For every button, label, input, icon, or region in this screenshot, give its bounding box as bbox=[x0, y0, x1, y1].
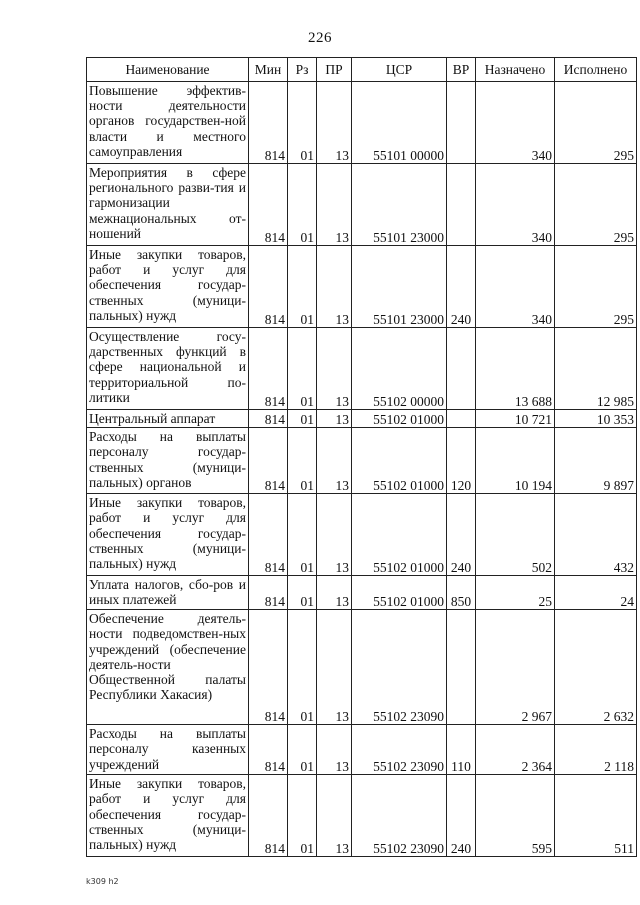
row-name: Иные закупки товаров, работ и услуг для обеспечения государ-ственных (муници-пальных) нужд bbox=[87, 494, 249, 576]
row-executed: 2 632 bbox=[555, 610, 637, 725]
header-assigned: Назначено bbox=[476, 58, 555, 82]
row-csr: 55102 00000 bbox=[352, 328, 447, 410]
row-name: Уплата налогов, сбо-ров и иных платежей bbox=[87, 576, 249, 610]
row-vr: 120 bbox=[447, 428, 476, 494]
footer-code: k309 h2 bbox=[86, 877, 119, 886]
row-name: Расходы на выплаты персоналу казенных учреждений bbox=[87, 725, 249, 775]
row-executed: 295 bbox=[555, 164, 637, 246]
row-vr: 240 bbox=[447, 246, 476, 328]
row-executed: 295 bbox=[555, 82, 637, 164]
row-csr: 55102 01000 bbox=[352, 428, 447, 494]
row-assigned: 340 bbox=[476, 164, 555, 246]
row-executed: 2 118 bbox=[555, 725, 637, 775]
row-assigned: 340 bbox=[476, 82, 555, 164]
row-vr: 850 bbox=[447, 576, 476, 610]
row-executed: 10 353 bbox=[555, 410, 637, 428]
row-min: 814 bbox=[249, 246, 288, 328]
table-row bbox=[87, 328, 637, 410]
row-vr bbox=[447, 328, 476, 410]
row-name: Осуществление госу-дарственных функций в сфере национальной и территориальной по-литики bbox=[87, 328, 249, 410]
header-csr: ЦСР bbox=[352, 58, 447, 82]
row-pr: 13 bbox=[317, 164, 352, 246]
row-rz: 01 bbox=[288, 610, 317, 725]
row-vr: 110 bbox=[447, 725, 476, 775]
row-vr bbox=[447, 164, 476, 246]
row-name: Расходы на выплаты персоналу государ-ственных (муници-пальных) органов bbox=[87, 428, 249, 494]
row-assigned: 595 bbox=[476, 775, 555, 857]
row-vr: 240 bbox=[447, 494, 476, 576]
table-row bbox=[87, 410, 637, 428]
row-pr: 13 bbox=[317, 82, 352, 164]
header-vr: ВР bbox=[447, 58, 476, 82]
row-vr bbox=[447, 410, 476, 428]
row-csr: 55101 00000 bbox=[352, 82, 447, 164]
row-vr bbox=[447, 610, 476, 725]
row-pr: 13 bbox=[317, 775, 352, 857]
row-assigned: 2 967 bbox=[476, 610, 555, 725]
budget-table bbox=[86, 57, 637, 857]
row-rz: 01 bbox=[288, 410, 317, 428]
row-rz: 01 bbox=[288, 725, 317, 775]
table-row bbox=[87, 246, 637, 328]
row-rz: 01 bbox=[288, 576, 317, 610]
row-assigned: 10 721 bbox=[476, 410, 555, 428]
row-rz: 01 bbox=[288, 328, 317, 410]
table-row bbox=[87, 494, 637, 576]
row-min: 814 bbox=[249, 576, 288, 610]
row-vr: 240 bbox=[447, 775, 476, 857]
row-min: 814 bbox=[249, 164, 288, 246]
row-csr: 55102 01000 bbox=[352, 494, 447, 576]
row-assigned: 13 688 bbox=[476, 328, 555, 410]
row-assigned: 25 bbox=[476, 576, 555, 610]
row-name: Мероприятия в сфере регионального разви-тия и гармонизации межнациональных от-ношений bbox=[87, 164, 249, 246]
header-min: Мин bbox=[249, 58, 288, 82]
row-pr: 13 bbox=[317, 610, 352, 725]
row-rz: 01 bbox=[288, 246, 317, 328]
row-csr: 55102 23090 bbox=[352, 725, 447, 775]
row-executed: 432 bbox=[555, 494, 637, 576]
header-pr: ПР bbox=[317, 58, 352, 82]
row-min: 814 bbox=[249, 775, 288, 857]
table-row bbox=[87, 576, 637, 610]
row-csr: 55102 23090 bbox=[352, 775, 447, 857]
row-rz: 01 bbox=[288, 494, 317, 576]
row-pr: 13 bbox=[317, 494, 352, 576]
row-executed: 295 bbox=[555, 246, 637, 328]
row-vr bbox=[447, 82, 476, 164]
row-pr: 13 bbox=[317, 246, 352, 328]
row-min: 814 bbox=[249, 610, 288, 725]
row-name: Повышение эффектив-ности деятельности органов государствен-ной власти и местного самоуправления bbox=[87, 82, 249, 164]
row-assigned: 340 bbox=[476, 246, 555, 328]
table-header-row bbox=[87, 58, 637, 82]
row-name: Обеспечение деятель-ности подведомствен-ных учреждений (обеспечение деятель-ности Общественной палаты Республики Хакасия) bbox=[87, 610, 249, 725]
row-assigned: 10 194 bbox=[476, 428, 555, 494]
row-pr: 13 bbox=[317, 410, 352, 428]
table-row bbox=[87, 82, 637, 164]
row-min: 814 bbox=[249, 494, 288, 576]
table-row bbox=[87, 610, 637, 725]
header-executed: Исполнено bbox=[555, 58, 637, 82]
row-pr: 13 bbox=[317, 725, 352, 775]
row-csr: 55101 23000 bbox=[352, 246, 447, 328]
row-rz: 01 bbox=[288, 82, 317, 164]
row-min: 814 bbox=[249, 428, 288, 494]
row-executed: 12 985 bbox=[555, 328, 637, 410]
page-number: 226 bbox=[308, 30, 332, 46]
row-csr: 55102 01000 bbox=[352, 410, 447, 428]
row-rz: 01 bbox=[288, 164, 317, 246]
row-assigned: 502 bbox=[476, 494, 555, 576]
header-name: Наименование bbox=[87, 58, 249, 82]
table-row bbox=[87, 725, 637, 775]
row-csr: 55102 01000 bbox=[352, 576, 447, 610]
row-name: Иные закупки товаров, работ и услуг для обеспечения государ-ственных (муници-пальных) нужд bbox=[87, 775, 249, 857]
row-executed: 9 897 bbox=[555, 428, 637, 494]
row-min: 814 bbox=[249, 410, 288, 428]
table-row bbox=[87, 164, 637, 246]
table-row bbox=[87, 775, 637, 857]
row-name: Иные закупки товаров, работ и услуг для обеспечения государ-ственных (муници-пальных) нужд bbox=[87, 246, 249, 328]
table-row bbox=[87, 428, 637, 494]
row-name: Центральный аппарат bbox=[87, 410, 249, 428]
row-csr: 55102 23090 bbox=[352, 610, 447, 725]
header-rz: Рз bbox=[288, 58, 317, 82]
row-executed: 24 bbox=[555, 576, 637, 610]
row-rz: 01 bbox=[288, 428, 317, 494]
row-min: 814 bbox=[249, 82, 288, 164]
row-min: 814 bbox=[249, 725, 288, 775]
row-csr: 55101 23000 bbox=[352, 164, 447, 246]
row-pr: 13 bbox=[317, 576, 352, 610]
row-pr: 13 bbox=[317, 428, 352, 494]
row-pr: 13 bbox=[317, 328, 352, 410]
row-rz: 01 bbox=[288, 775, 317, 857]
row-min: 814 bbox=[249, 328, 288, 410]
row-executed: 511 bbox=[555, 775, 637, 857]
row-assigned: 2 364 bbox=[476, 725, 555, 775]
